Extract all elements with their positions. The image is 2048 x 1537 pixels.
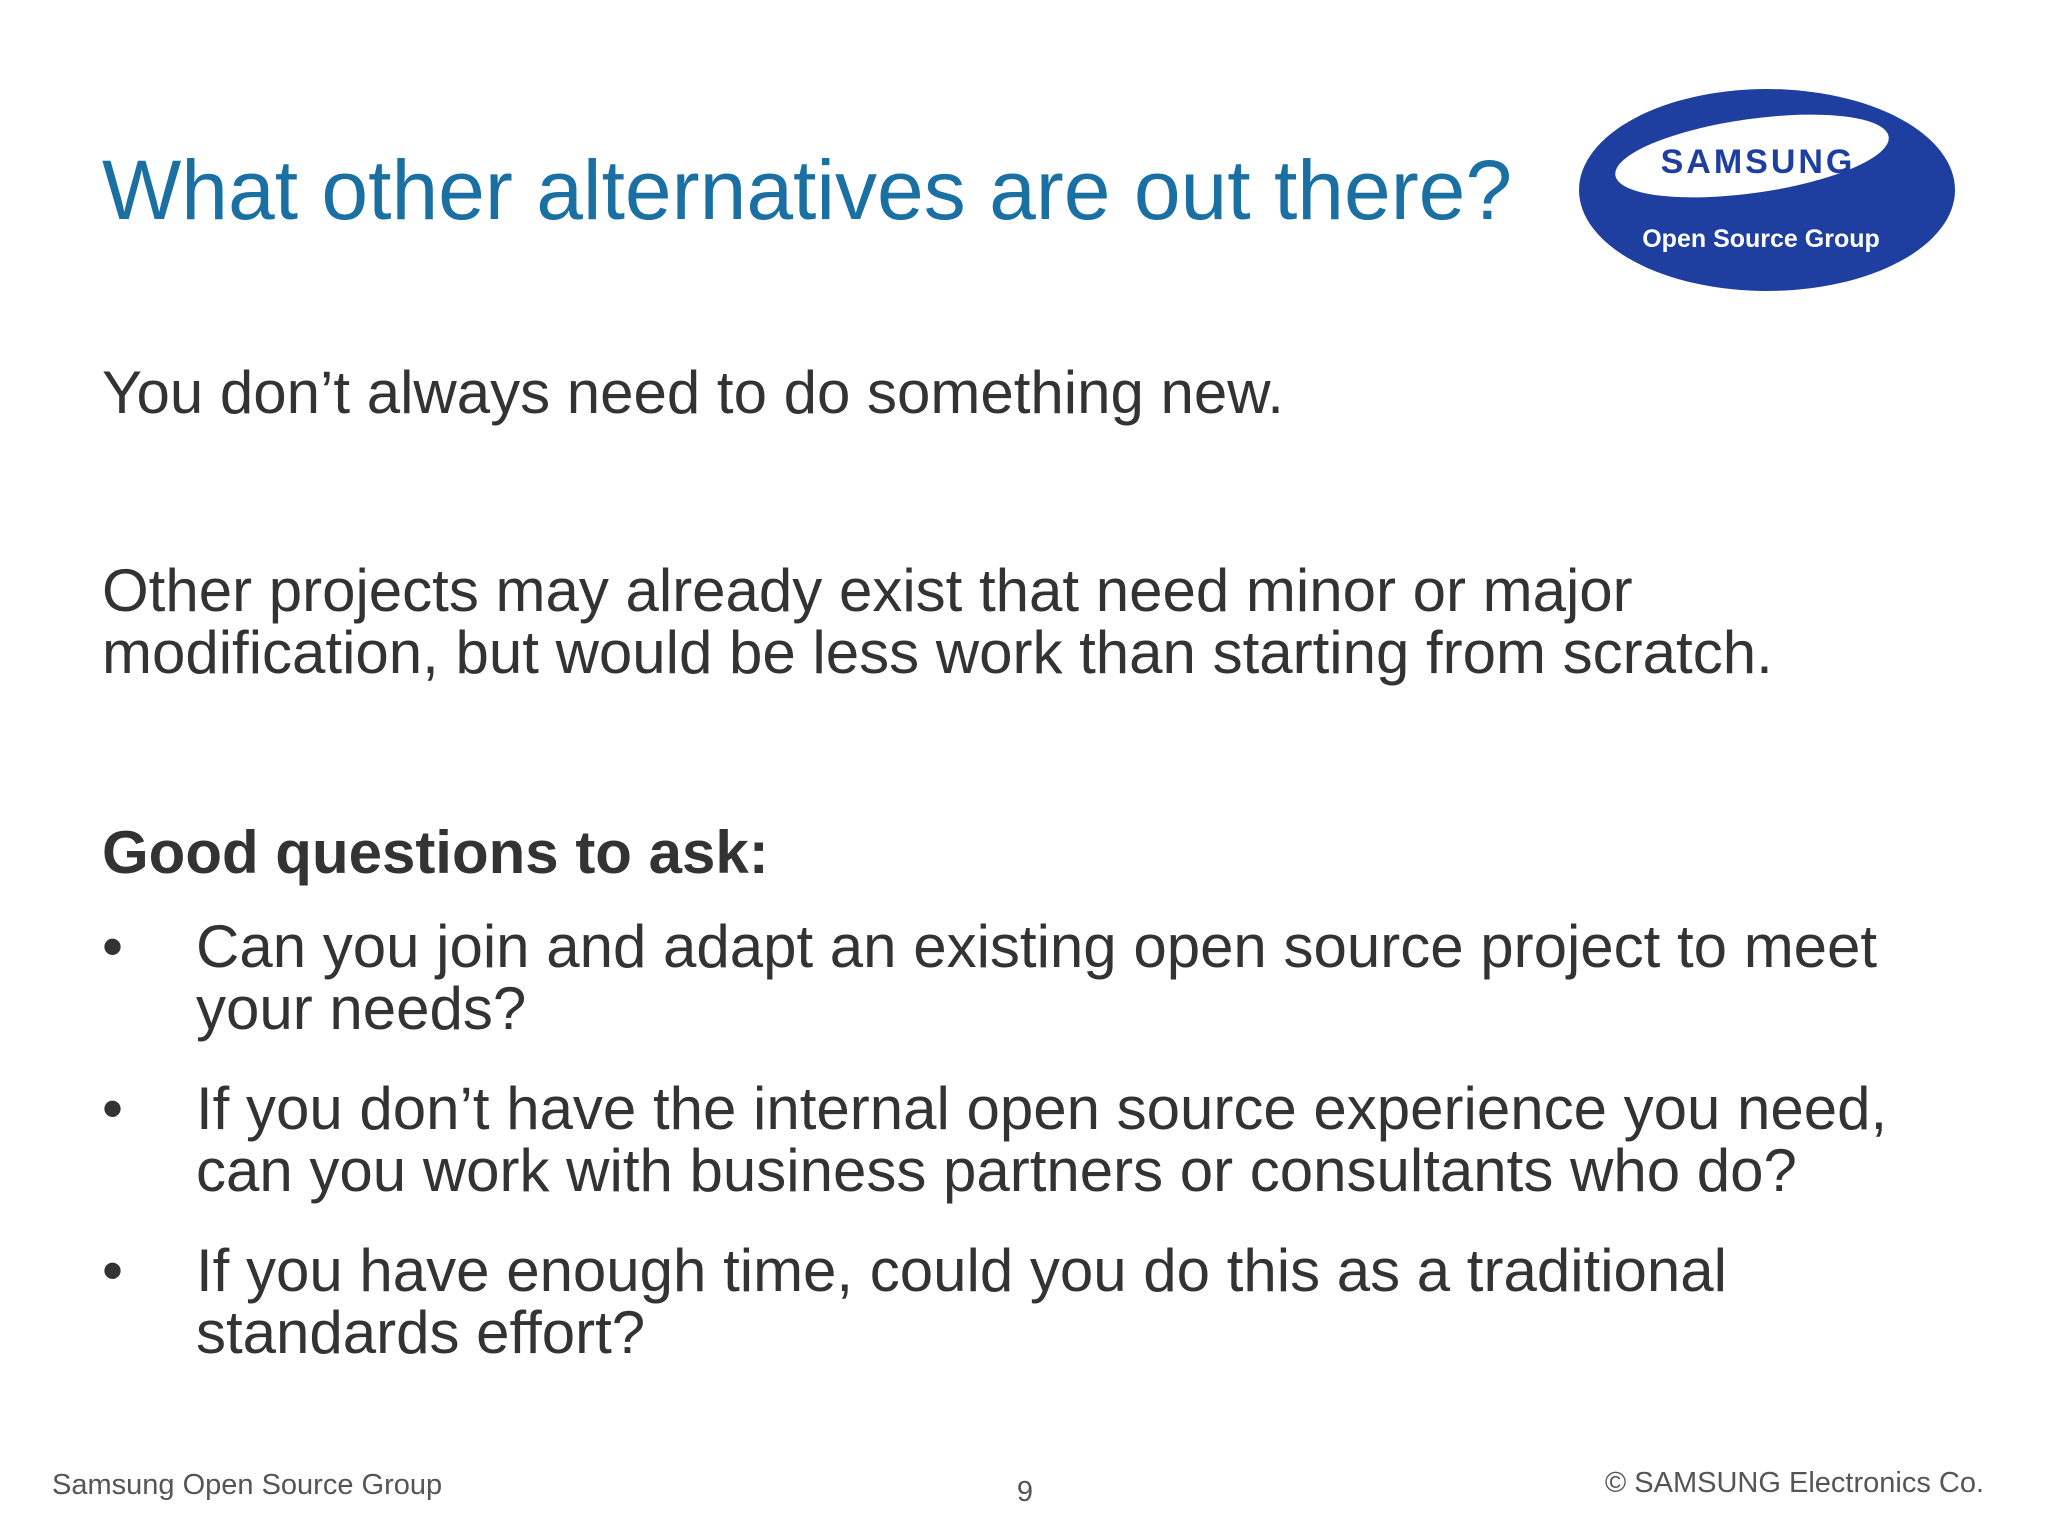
question-text: If you have enough time, could you do this as a traditional standards effort?	[196, 1237, 1727, 1366]
bullet-marker: •	[102, 913, 124, 980]
question-text: Can you join and adapt an existing open source project to meet your needs?	[196, 913, 1878, 1042]
slide-title: What other alternatives are out there?	[102, 143, 1513, 237]
question-item	[102, 1075, 1982, 1204]
intro-paragraph: You don’t always need to do something new.	[102, 359, 1284, 426]
question-item	[102, 913, 1982, 1042]
logo-subtitle-text: Open Source Group	[1642, 225, 1880, 253]
questions-list	[102, 913, 1982, 1402]
bullet-marker: •	[102, 1075, 124, 1142]
bullet-marker: •	[102, 1237, 124, 1304]
page-number: 9	[1016, 1476, 1034, 1508]
alternatives-paragraph: Other projects may already exist that need minor or major modification, but would be less work than starting from scratch.	[102, 557, 1773, 686]
question-text: If you don’t have the internal open source experience you need, can you work with business partners or consultants who do?	[196, 1075, 1888, 1204]
footer-copyright: © SAMSUNG Electronics Co.	[1604, 1467, 1984, 1499]
logo-brand-text: SAMSUNG	[1660, 143, 1856, 181]
questions-heading: Good questions to ask:	[102, 819, 769, 886]
samsung-open-source-group-logo	[1576, 86, 1958, 294]
question-item	[102, 1237, 1982, 1366]
footer-organization: Samsung Open Source Group	[52, 1469, 443, 1501]
